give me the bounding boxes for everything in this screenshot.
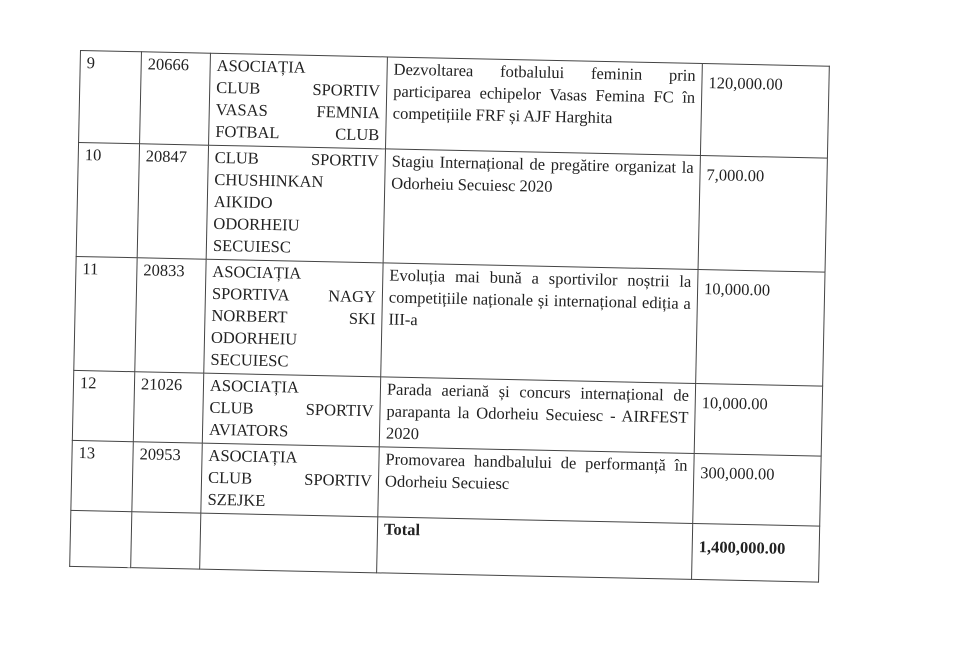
- organization-line: ASOCIAȚIA: [209, 375, 300, 397]
- table-row: [79, 51, 830, 159]
- organization-line: ASOCIAȚIA: [208, 445, 298, 467]
- organization-name: [206, 145, 385, 263]
- organization-line: FOTBAL CLUB: [215, 121, 380, 145]
- total-amount: 1,400,000.00: [692, 523, 820, 582]
- project-description: Stagiu Internațional de pregătire organizat la Odorheiu Secuiesc 2020: [383, 149, 700, 270]
- organization-line: SECUIESC: [212, 235, 292, 257]
- organization-line: CLUB SPORTIV: [209, 397, 374, 421]
- organization-line: AVIATORS: [208, 419, 289, 441]
- registration-id: 20953: [132, 442, 202, 513]
- organization-line: ODORHEIU: [210, 327, 298, 349]
- organization-line: ASOCIAȚIA: [212, 261, 302, 283]
- row-number: 12: [72, 370, 134, 441]
- project-description: Evoluția mai bună a sportivilor noștrii la competițiile naționale și internațional ediția a III-a: [381, 263, 698, 384]
- organization-name: [209, 53, 388, 149]
- organization-name: [204, 259, 383, 377]
- registration-id: 20833: [135, 258, 206, 373]
- amount: 10,000.00: [696, 269, 825, 386]
- project-description: Dezvoltarea fotbalului feminin prin participarea echipelor Vasas Femina FC în competițiile FRF și AJF Harghita: [385, 57, 702, 156]
- organization-line: CLUB SPORTIV: [214, 147, 379, 171]
- amount: 120,000.00: [700, 64, 829, 159]
- registration-id: 20666: [140, 52, 211, 145]
- table-row: [74, 256, 825, 386]
- table-body: [70, 51, 830, 583]
- amount: 10,000.00: [694, 383, 822, 456]
- row-number: 11: [74, 256, 137, 371]
- organization-line: ODORHEIU: [213, 213, 300, 235]
- registration-id: 20847: [137, 144, 208, 259]
- project-description: Promovarea handbalului de performanță în Odorheiu Secuiesc: [378, 447, 694, 524]
- total-empty-org: [200, 513, 378, 573]
- row-number: 10: [76, 142, 139, 257]
- organization-line: ASOCIAȚIA: [216, 55, 306, 77]
- total-label: Total: [377, 517, 693, 580]
- total-empty-id: [131, 512, 201, 569]
- organization-line: CLUB SPORTIV: [207, 467, 373, 491]
- project-description: Parada aeriană și concurs internațional de parapanta la Odorheiu Secuiesc - AIRFEST 2020: [379, 377, 695, 454]
- registration-id: 21026: [133, 372, 203, 443]
- organization-line: CHUSHINKAN: [214, 169, 324, 192]
- row-number: 9: [79, 51, 142, 144]
- total-empty-nr: [70, 510, 132, 567]
- organization-line: SZEJKE: [207, 489, 266, 510]
- organization-line: AIKIDO: [213, 191, 273, 213]
- grants-table: [69, 50, 830, 583]
- organization-line: CLUB SPORTIV: [216, 77, 381, 101]
- table-row: [76, 142, 827, 272]
- organization-name: [201, 443, 379, 517]
- amount: 300,000.00: [693, 453, 821, 526]
- organization-line: SPORTIVA NAGY: [211, 283, 377, 307]
- row-number: 13: [71, 440, 133, 511]
- amount: 7,000.00: [698, 156, 827, 273]
- organization-line: NORBERT SKI: [211, 305, 376, 329]
- organization-line: VASAS FEMNIA: [215, 99, 380, 123]
- organization-name: [202, 373, 380, 447]
- organization-line: SECUIESC: [210, 349, 289, 371]
